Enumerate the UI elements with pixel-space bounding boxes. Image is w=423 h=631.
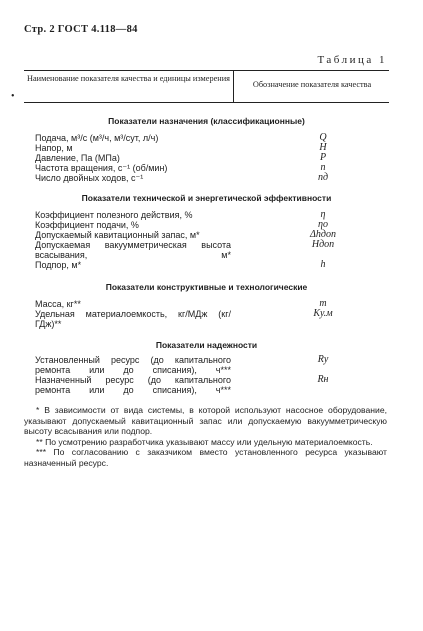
section-title: Показатели технической и энергетической эффективности [81,193,332,203]
row-symbol: Δhдоп [310,229,336,240]
table-row [35,153,389,163]
row-symbol: nд [317,172,329,183]
table-row [35,309,389,329]
row-symbol: m [319,298,327,309]
row-name: Назначенный ресурс (до капитального ремонта или до списания), ч*** [35,375,231,395]
table-header-separator [24,102,389,103]
table-row [35,210,389,220]
row-symbol: Q [319,132,327,143]
table-row [35,163,389,173]
table-row [35,173,389,183]
table-row [35,240,389,260]
table-row [35,133,389,143]
row-name: Напор, м [35,143,73,153]
section-title: Показатели конструктивные и технологические [105,282,308,292]
row-name: Коэффициент полезного действия, % [35,210,193,220]
row-symbol: ηо [318,219,328,230]
table-row [35,230,389,240]
row-name: Подпор, м* [35,260,82,270]
row-name: Допускаемая вакуумметрическая высота всасывания, м* [35,240,231,260]
row-name: Подача, м³/с (м³/ч, м³/сут, л/ч) [35,133,159,143]
footnotes [24,405,387,468]
table-row [35,375,389,395]
row-name: Число двойных ходов, с⁻¹ [35,173,144,183]
section-title: Показатели надежности [155,340,258,350]
row-symbol: n [320,162,326,173]
footnote: ** По усмотрению разработчика указывают массу или удельную материалоемкость. [36,436,373,447]
table-top-border [24,70,389,71]
footnote: *** По согласованию с заказчиком вместо установленного ресурса указывают назначенный ресурс. [24,447,387,468]
row-name: Допускаемый кавитационный запас, м* [35,230,200,240]
row-symbol: P [319,152,327,163]
row-symbol: η [320,209,326,220]
row-name: Коэффициент подачи, % [35,220,139,230]
column-header-name: Наименование показателя качества и единицы измерения [27,74,230,83]
row-name: Частота вращения, с⁻¹ (об/мин) [35,163,168,173]
row-symbol: H [319,142,327,153]
row-symbol: Rу [317,354,329,365]
margin-dot: • [11,91,15,102]
section-title: Показатели назначения (классификационные) [108,116,305,126]
row-name: Удельная материалоемкость, кг/МДж (кг/ГДж)** [35,309,231,329]
table-title: Таблица 1 [317,54,387,66]
table-column-divider [233,70,234,102]
page-header: Стр. 2 ГОСТ 4.118—84 [24,24,138,35]
table-row [35,299,389,309]
row-symbol: Hдоп [311,239,335,250]
footnote: * В зависимости от вида системы, в которой используют насосное оборудование, указывают допускаемый кавитационный запас или допускаемую вакуумметрическую высоту всасывания или подпор. [24,405,387,436]
column-header-symbol: Обозначение показателя качества [252,80,372,89]
row-symbol: Rн [317,374,329,385]
row-symbol: Kу.м [313,308,333,319]
row-symbol: h [320,259,326,270]
table-row [35,355,389,375]
table-row [35,260,389,270]
table-row [35,143,389,153]
row-name: Давление, Па (МПа) [35,153,120,163]
row-name: Масса, кг** [35,299,81,309]
row-name: Установленный ресурс (до капитального ремонта или до списания), ч*** [35,355,231,375]
